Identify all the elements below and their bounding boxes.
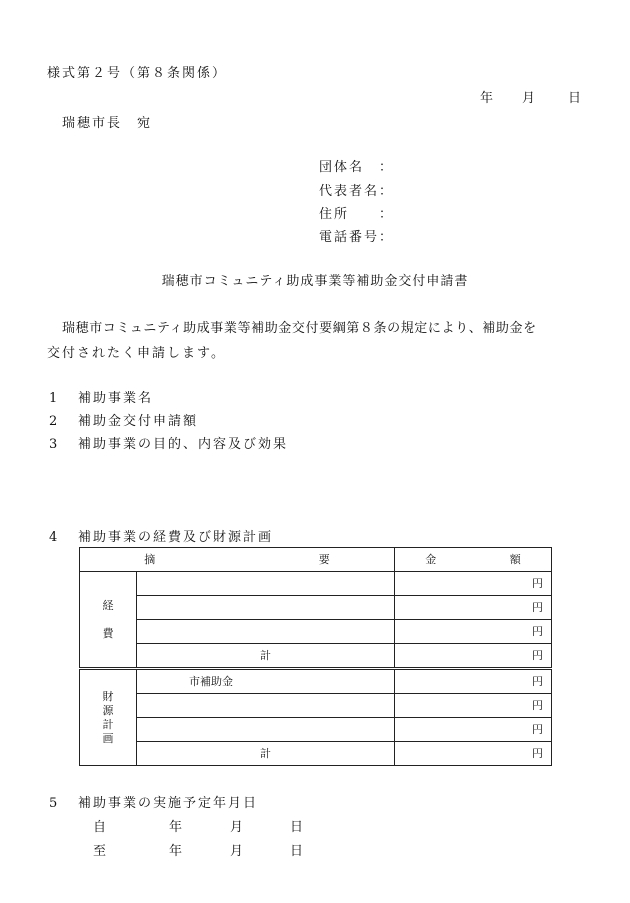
yen-unit: 円 [395, 718, 552, 742]
yen-unit: 円 [395, 644, 552, 669]
expense-summary-cell[interactable] [137, 596, 395, 620]
yen-unit: 円 [395, 596, 552, 620]
yen-unit: 円 [395, 620, 552, 644]
city-subsidy-label: 市補助金 [137, 669, 395, 694]
schedule-to-year: 年 [169, 844, 183, 859]
document-title: 瑞穂市コミュニティ助成事業等補助金交付申請書 [161, 274, 469, 289]
expense-total-label: 計 [137, 644, 395, 669]
addressee: 瑞穂市長 宛 [62, 116, 153, 131]
schedule-to-prefix: 至 [93, 844, 107, 859]
yen-unit: 円 [395, 694, 552, 718]
date-month-label: 月 [522, 91, 536, 106]
table-row [80, 669, 552, 694]
schedule-from-day: 日 [290, 820, 304, 835]
date-day-label: 日 [568, 91, 582, 106]
item-3-number: 3 [49, 437, 58, 452]
header-amount: 金 額 [395, 548, 552, 572]
funding-total-label: 計 [137, 742, 395, 766]
table-row [80, 596, 552, 620]
expense-summary-cell[interactable] [137, 572, 395, 596]
section-5-number: 5 [49, 796, 58, 811]
category-funding: 財 源 計 画 [80, 669, 137, 766]
section-5-label: 補助事業の実施予定年月日 [78, 796, 259, 811]
applicant-rep-label: 代表者名： [319, 184, 395, 199]
applicant-org-label: 団体名 ： [319, 160, 395, 175]
table-row [80, 718, 552, 742]
section-4-number: 4 [49, 530, 58, 545]
budget-table [79, 547, 552, 766]
item-3-label: 補助事業の目的、内容及び効果 [78, 437, 289, 452]
item-2-number: 2 [49, 414, 58, 429]
funding-summary-cell[interactable] [137, 694, 395, 718]
table-header-row [80, 548, 552, 572]
funding-summary-cell[interactable] [137, 718, 395, 742]
applicant-addr-label: 住所 ： [319, 207, 395, 222]
section-4-label: 補助事業の経費及び財源計画 [78, 530, 274, 545]
yen-unit: 円 [395, 742, 552, 766]
schedule-to-month: 月 [230, 844, 244, 859]
schedule-to-day: 日 [290, 844, 304, 859]
item-2-label: 補助金交付申請額 [78, 414, 199, 429]
form-number: 様式第２号（第８条関係） [47, 66, 228, 81]
header-summary: 摘 要 [80, 548, 395, 572]
table-row [80, 694, 552, 718]
item-1-number: 1 [49, 391, 58, 406]
schedule-from-month: 月 [230, 820, 244, 835]
expense-summary-cell[interactable] [137, 620, 395, 644]
item-1-label: 補助事業名 [78, 391, 154, 406]
table-row [80, 620, 552, 644]
schedule-from-year: 年 [169, 820, 183, 835]
yen-unit: 円 [395, 572, 552, 596]
schedule-from-prefix: 自 [93, 820, 107, 835]
table-row [80, 742, 552, 766]
table-row [80, 572, 552, 596]
body-line-1: 瑞穂市コミュニティ助成事業等補助金交付要綱第８条の規定により、補助金を [62, 321, 537, 336]
applicant-tel-label: 電話番号： [319, 230, 395, 245]
date-line [0, 91, 630, 107]
table-row [80, 644, 552, 669]
category-expense: 経 費 [80, 572, 137, 669]
yen-unit: 円 [395, 669, 552, 694]
date-year-label: 年 [480, 91, 494, 106]
body-line-2: 交付されたく申請します。 [47, 346, 226, 361]
